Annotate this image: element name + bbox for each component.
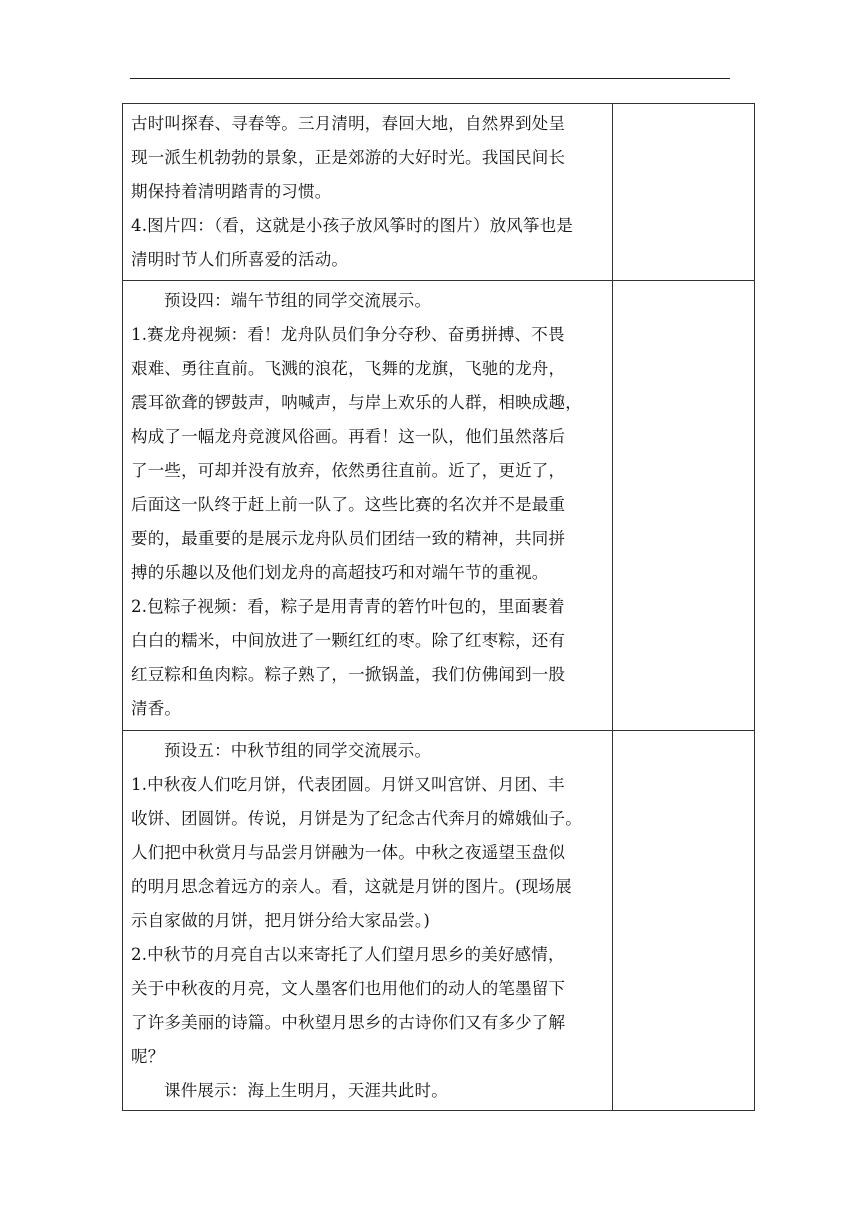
content-cell xyxy=(123,731,613,1111)
text-line: 震耳欲聋的锣鼓声，呐喊声，与岸上欢乐的人群，相映成趣， xyxy=(131,393,582,412)
text-line: 构成了一幅龙舟竞渡风俗画。再看！这一队，他们虽然落后 xyxy=(131,427,566,446)
text-line: 2.中秋节的月亮自古以来寄托了人们望月思乡的美好感情， xyxy=(131,945,565,964)
header-rule xyxy=(130,78,730,79)
side-cell xyxy=(613,104,755,281)
table-row-qingming xyxy=(123,104,755,281)
text-line: 收饼、团圆饼。传说，月饼是为了纪念古代奔月的嫦娥仙子。 xyxy=(131,809,582,828)
content-cell xyxy=(123,281,613,731)
lesson-table xyxy=(122,103,755,1111)
text-line: 搏的乐趣以及他们划龙舟的高超技巧和对端午节的重视。 xyxy=(131,563,549,582)
text-line: 呢？ xyxy=(131,1047,165,1066)
text-line: 关于中秋夜的月亮，文人墨客们也用他们的动人的笔墨留下 xyxy=(131,979,566,998)
text-line: 2.包粽子视频：看，粽子是用青青的箬竹叶包的，里面裹着 xyxy=(131,597,565,616)
side-cell xyxy=(613,731,755,1111)
text-line: 后面这一队终于赶上前一队了。这些比赛的名次并不是最重 xyxy=(131,495,566,514)
text-line: 1.赛龙舟视频：看！龙舟队员们争分夺秒、奋勇拼搏、不畏 xyxy=(131,325,565,344)
text-line: 期保持着清明踏青的习惯。 xyxy=(131,182,332,201)
table-row-duanwu xyxy=(123,281,755,731)
text-line: 人们把中秋赏月与品尝月饼融为一体。中秋之夜遥望玉盘似 xyxy=(131,843,566,862)
preset-heading: 预设五：中秋节组的同学交流展示。 xyxy=(164,741,432,760)
text-line: 清香。 xyxy=(131,699,182,718)
preset-heading: 预设四：端午节组的同学交流展示。 xyxy=(164,291,432,310)
table-row-zhongqiu xyxy=(123,731,755,1111)
courseware-line: 课件展示：海上生明月，天涯共此时。 xyxy=(164,1081,448,1100)
text-line: 古时叫探春、寻春等。三月清明，春回大地，自然界到处呈 xyxy=(131,114,566,133)
text-line: 红豆粽和鱼肉粽。粽子熟了，一掀锅盖，我们仿佛闻到一股 xyxy=(131,665,566,684)
text-line: 的明月思念着远方的亲人。看，这就是月饼的图片。(现场展 xyxy=(131,877,572,896)
content-cell xyxy=(123,104,613,281)
text-line: 现一派生机勃勃的景象，正是郊游的大好时光。我国民间长 xyxy=(131,148,566,167)
text-line: 了一些，可却并没有放弃，依然勇往直前。近了，更近了， xyxy=(131,461,566,480)
text-line: 1.中秋夜人们吃月饼，代表团圆。月饼又叫宫饼、月团、丰 xyxy=(131,775,565,794)
text-line: 白白的糯米，中间放进了一颗红红的枣。除了红枣粽，还有 xyxy=(131,631,566,650)
side-cell xyxy=(613,281,755,731)
text-line: 了许多美丽的诗篇。中秋望月思乡的古诗你们又有多少了解 xyxy=(131,1013,566,1032)
text-line: 清明时节人们所喜爱的活动。 xyxy=(131,250,349,269)
text-line: 4.图片四：（看，这就是小孩子放风筝时的图片）放风筝也是 xyxy=(131,216,574,235)
text-line: 艰难、勇往直前。飞溅的浪花，飞舞的龙旗，飞驰的龙舟， xyxy=(131,359,566,378)
text-line: 要的，最重要的是展示龙舟队员们团结一致的精神，共同拼 xyxy=(131,529,566,548)
text-line: 示自家做的月饼，把月饼分给大家品尝。) xyxy=(131,911,430,930)
